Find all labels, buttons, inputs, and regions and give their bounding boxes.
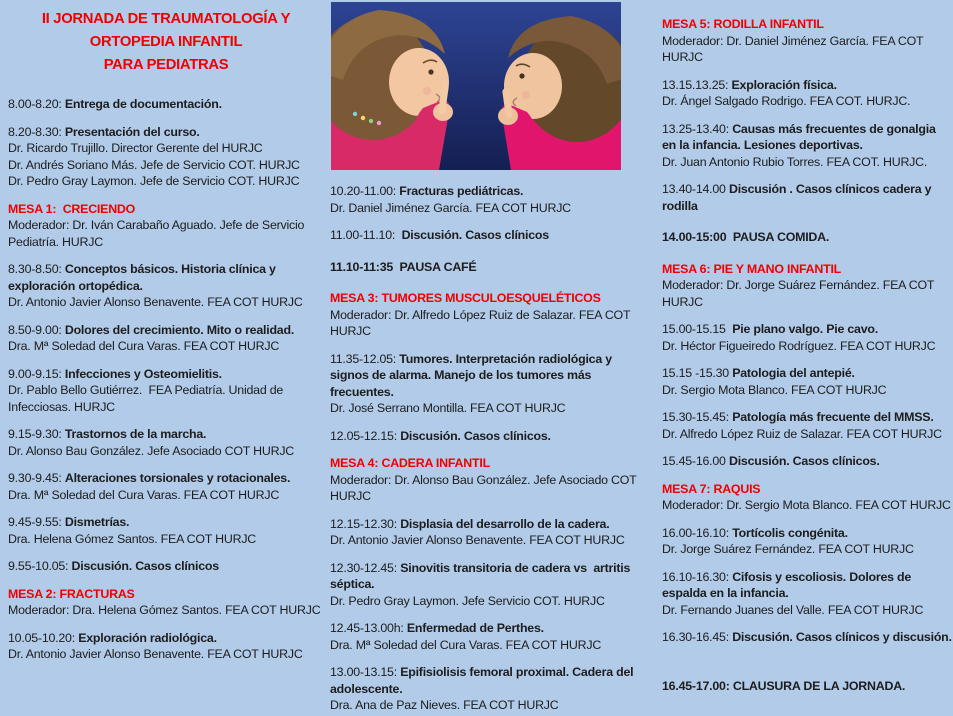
speaker-line: Dr. Ricardo Trujillo. Director Gerente del HURJC	[8, 141, 263, 155]
session-group-header	[8, 201, 324, 251]
session-time: 12.30-12.45:	[330, 560, 397, 575]
program-item	[8, 261, 324, 311]
program-item	[8, 322, 324, 355]
session-title: Discusión . Casos clínicos cadera y rodilla	[662, 182, 935, 213]
program-item	[330, 227, 648, 244]
session-title: Presentación del curso.	[64, 124, 200, 139]
speaker-line: Dr. José Serrano Montilla. FEA COT HURJC	[330, 401, 566, 415]
session-group-header	[330, 290, 648, 340]
program-item	[662, 181, 952, 214]
program-item	[8, 96, 324, 113]
session-title: Tumores. Interpretación radiológica y signos de alarma. Manejo de los tumores más frecuentes.	[330, 351, 616, 399]
speaker-line: Dr. Pedro Gray Laymon. Jefe Servicio COT. HURJC	[330, 593, 605, 608]
session-time: 13.40-14.00	[662, 182, 726, 196]
speaker-line: Dr. Antonio Javier Alonso Benavente. FEA COT HURJC	[8, 647, 303, 661]
program-item	[330, 620, 648, 653]
session-title: Discusión. Casos clínicos.	[728, 454, 880, 468]
speaker-line: Dr. Fernando Juanes del Valle. FEA COT HURJC	[662, 602, 924, 617]
column-1	[8, 0, 324, 674]
session-time: 9.00-9.15:	[8, 366, 62, 381]
session-group-header	[330, 455, 648, 505]
program-item	[662, 77, 952, 110]
session-time: 9.55-10.05:	[8, 559, 69, 573]
session-time: 15.45-16.00	[662, 454, 726, 468]
break-item: 11.10-11:35 PAUSA CAFÉ	[330, 259, 477, 274]
session-title: Causas más frecuentes de gonalgia en la infancia. Lesiones deportivas.	[662, 121, 939, 152]
session-title: Patologia del antepié.	[732, 366, 855, 380]
program-item	[330, 351, 648, 417]
session-time: 12.05-12.15:	[330, 428, 397, 443]
page-title-line-3: PARA PEDIATRAS	[103, 57, 229, 73]
program-item	[330, 560, 648, 610]
session-time: 12.45-13.00h:	[330, 621, 404, 635]
session-title: Trastornos de la marcha.	[64, 427, 207, 441]
session-time: 11.00-11.10:	[330, 228, 399, 242]
session-time: 10.05-10.20:	[8, 630, 75, 645]
session-group-header	[8, 586, 324, 619]
session-title: Epifisiolisis femoral proximal. Cadera del adolescente.	[330, 665, 637, 696]
session-title: Fracturas pediátricas.	[399, 184, 524, 198]
break-item: 14.00-15:00 PAUSA COMIDA.	[662, 230, 830, 244]
session-time: 8.00-8.20:	[8, 97, 62, 111]
mesa-heading: MESA 6: PIE Y MANO INFANTIL	[662, 261, 842, 276]
speaker-line: Dr. Pedro Gray Laymon. Jefe de Servicio COT. HURJC	[8, 174, 300, 188]
moderator-line: Moderador: Dr. Jorge Suárez Fernández. FEA COT HURJC	[662, 278, 938, 309]
session-group-header	[662, 261, 952, 311]
session-time: 15.15 -15.30	[662, 366, 729, 380]
program-item	[330, 664, 648, 714]
column-3	[662, 0, 952, 709]
speaker-line: Dr. Daniel Jiménez García. FEA COT HURJC	[330, 200, 571, 215]
page-title-line-2: ORTOPEDIA INFANTIL	[89, 34, 243, 50]
session-title: Exploración física.	[731, 77, 837, 92]
speaker-line: Dr. Andrés Soriano Más. Jefe de Servicio COT. HURJC	[8, 157, 300, 172]
session-time: 15.30-15.45:	[662, 410, 729, 424]
program-item	[662, 365, 952, 398]
mesa-heading: MESA 7: RAQUIS	[662, 481, 761, 496]
speaker-line: Dr. Héctor Figueiredo Rodríguez. FEA COT HURJC	[662, 338, 936, 353]
program-item	[662, 629, 952, 646]
session-time: 15.00-15.15	[662, 322, 729, 336]
session-time: 9.15-9.30:	[8, 427, 62, 441]
session-group-header	[662, 481, 952, 514]
session-title: Displasia del desarrollo de la cadera.	[400, 516, 610, 531]
mesa-heading: MESA 2: FRACTURAS	[8, 586, 135, 601]
speaker-line: Dr. Sergio Mota Blanco. FEA COT HURJC	[662, 382, 887, 397]
session-title: Exploración radiológica.	[78, 630, 217, 645]
session-time: 10.20-11.00:	[330, 184, 397, 198]
children-photo	[331, 2, 621, 170]
moderator-line: Moderador: Dr. Daniel Jiménez García. FEA COT HURJC	[662, 33, 927, 64]
session-time: 11.35-12.05:	[330, 351, 397, 366]
moderator-line: Moderador: Dr. Sergio Mota Blanco. FEA COT HURJC	[662, 498, 951, 512]
session-time: 13.00-13.15:	[330, 665, 397, 679]
session-time: 13.15.13.25:	[662, 77, 729, 92]
break-item: 16.45-17.00: CLAUSURA DE LA JORNADA.	[662, 678, 906, 693]
speaker-line: Dra. Ana de Paz Nieves. FEA COT HURJC	[330, 698, 559, 712]
session-title: Conceptos básicos. Historia clínica y exploración ortopédica.	[8, 262, 279, 293]
column-2	[330, 0, 648, 716]
session-time: 16.10-16.30:	[662, 569, 729, 584]
session-time: 16.00-16.10:	[662, 525, 729, 540]
program-item	[8, 426, 324, 459]
moderator-line: Moderador: Dr. Alonso Bau González. Jefe Asociado COT HURJC	[330, 472, 640, 503]
session-time: 16.30-16.45:	[662, 630, 729, 644]
program-item	[662, 569, 952, 619]
speaker-line: Dr. Juan Antonio Rubio Torres. FEA COT. HURJC.	[662, 154, 928, 169]
session-title: Alteraciones torsionales y rotacionales.	[64, 471, 291, 485]
session-group-header	[662, 16, 952, 66]
program-item	[8, 366, 324, 416]
speaker-line: Dr. Alfredo López Ruiz de Salazar. FEA COT HURJC	[662, 426, 942, 441]
moderator-line: Moderador: Dr. Alfredo López Ruiz de Salazar. FEA COT HURJC	[330, 307, 634, 338]
speaker-line: Dra. Helena Gómez Santos. FEA COT HURJC	[8, 531, 257, 546]
session-title: Discusión. Casos clínicos	[71, 559, 219, 573]
speaker-line: Dr. Antonio Javier Alonso Benavente. FEA COT HURJC	[330, 533, 625, 547]
speaker-line: Dr. Jorge Suárez Fernández. FEA COT HURJC	[662, 542, 914, 556]
program-item	[662, 525, 952, 558]
speaker-line: Dr. Alonso Bau González. Jefe Asociado COT HURJC	[8, 443, 295, 458]
session-title: Infecciones y Osteomielitis.	[64, 366, 222, 381]
session-title: Discusión. Casos clínicos	[401, 228, 549, 242]
children-photo-illustration	[331, 2, 621, 170]
session-title: Dismetrías.	[64, 515, 130, 529]
session-title: Sinovitis transitoria de cadera vs artritis séptica.	[330, 560, 634, 591]
page-title	[8, 8, 324, 77]
session-title: Tortícolis congénita.	[732, 525, 848, 540]
program-item	[330, 516, 648, 549]
session-title: Discusión. Casos clínicos.	[400, 428, 551, 443]
left-girl	[331, 10, 453, 170]
moderator-line: Moderador: Dra. Helena Gómez Santos. FEA COT HURJC	[8, 603, 321, 617]
mesa-heading: MESA 4: CADERA INFANTIL	[330, 456, 490, 470]
session-time: 9.30-9.45:	[8, 471, 62, 485]
session-title: Pie plano valgo. Pie cavo.	[732, 322, 878, 336]
program-item	[8, 558, 324, 575]
program-item	[662, 409, 952, 442]
speaker-line: Dra. Mª Soledad del Cura Varas. FEA COT HURJC	[8, 339, 280, 353]
page-title-line-1: II JORNADA DE TRAUMATOLOGÍA Y	[41, 11, 291, 27]
speaker-line: Dr. Ángel Salgado Rodrigo. FEA COT. HURJC.	[662, 94, 911, 108]
speaker-line: Dr. Antonio Javier Alonso Benavente. FEA COT HURJC	[8, 295, 303, 309]
session-title: Discusión. Casos clínicos y discusión.	[732, 630, 952, 644]
session-time: 8.20-8.30:	[8, 124, 62, 139]
session-time: 13.25-13.40:	[662, 121, 729, 136]
mesa-heading: MESA 3: TUMORES MUSCULOESQUELÉTICOS	[330, 291, 601, 305]
speaker-line: Dr. Pablo Bello Gutiérrez. FEA Pediatría. Unidad de Infecciosas. HURJC	[8, 383, 287, 414]
speaker-line: Dra. Mª Soledad del Cura Varas. FEA COT HURJC	[8, 487, 280, 502]
program-item	[662, 321, 952, 354]
session-title: Entrega de documentación.	[64, 97, 222, 111]
session-time: 12.15-12.30:	[330, 516, 397, 531]
program-item	[8, 514, 324, 547]
mesa-heading: MESA 1: CRECIENDO	[8, 201, 136, 216]
program-item	[662, 453, 952, 470]
moderator-line: Moderador: Dr. Iván Carabaño Aguado. Jefe de Servicio Pediatría. HURJC	[8, 218, 308, 249]
program-item	[8, 470, 324, 503]
mesa-heading: MESA 5: RODILLA INFANTIL	[662, 17, 824, 31]
program-item	[8, 630, 324, 663]
session-title: Cifosis y escoliosis. Dolores de espalda en la infancia.	[662, 569, 915, 600]
session-title: Enfermedad de Perthes.	[406, 621, 544, 635]
program-item	[330, 183, 648, 216]
speaker-line: Dra. Mª Soledad del Cura Varas. FEA COT HURJC	[330, 637, 602, 652]
program-item	[8, 124, 324, 190]
program-item	[330, 428, 648, 445]
session-time: 8.50-9.00:	[8, 322, 62, 337]
session-title: Dolores del crecimiento. Mito o realidad.	[64, 322, 295, 337]
session-time: 8.30-8.50:	[8, 262, 62, 276]
session-title: Patología más frecuente del MMSS.	[732, 410, 934, 424]
program-item	[662, 121, 952, 171]
session-time: 9.45-9.55:	[8, 515, 62, 529]
